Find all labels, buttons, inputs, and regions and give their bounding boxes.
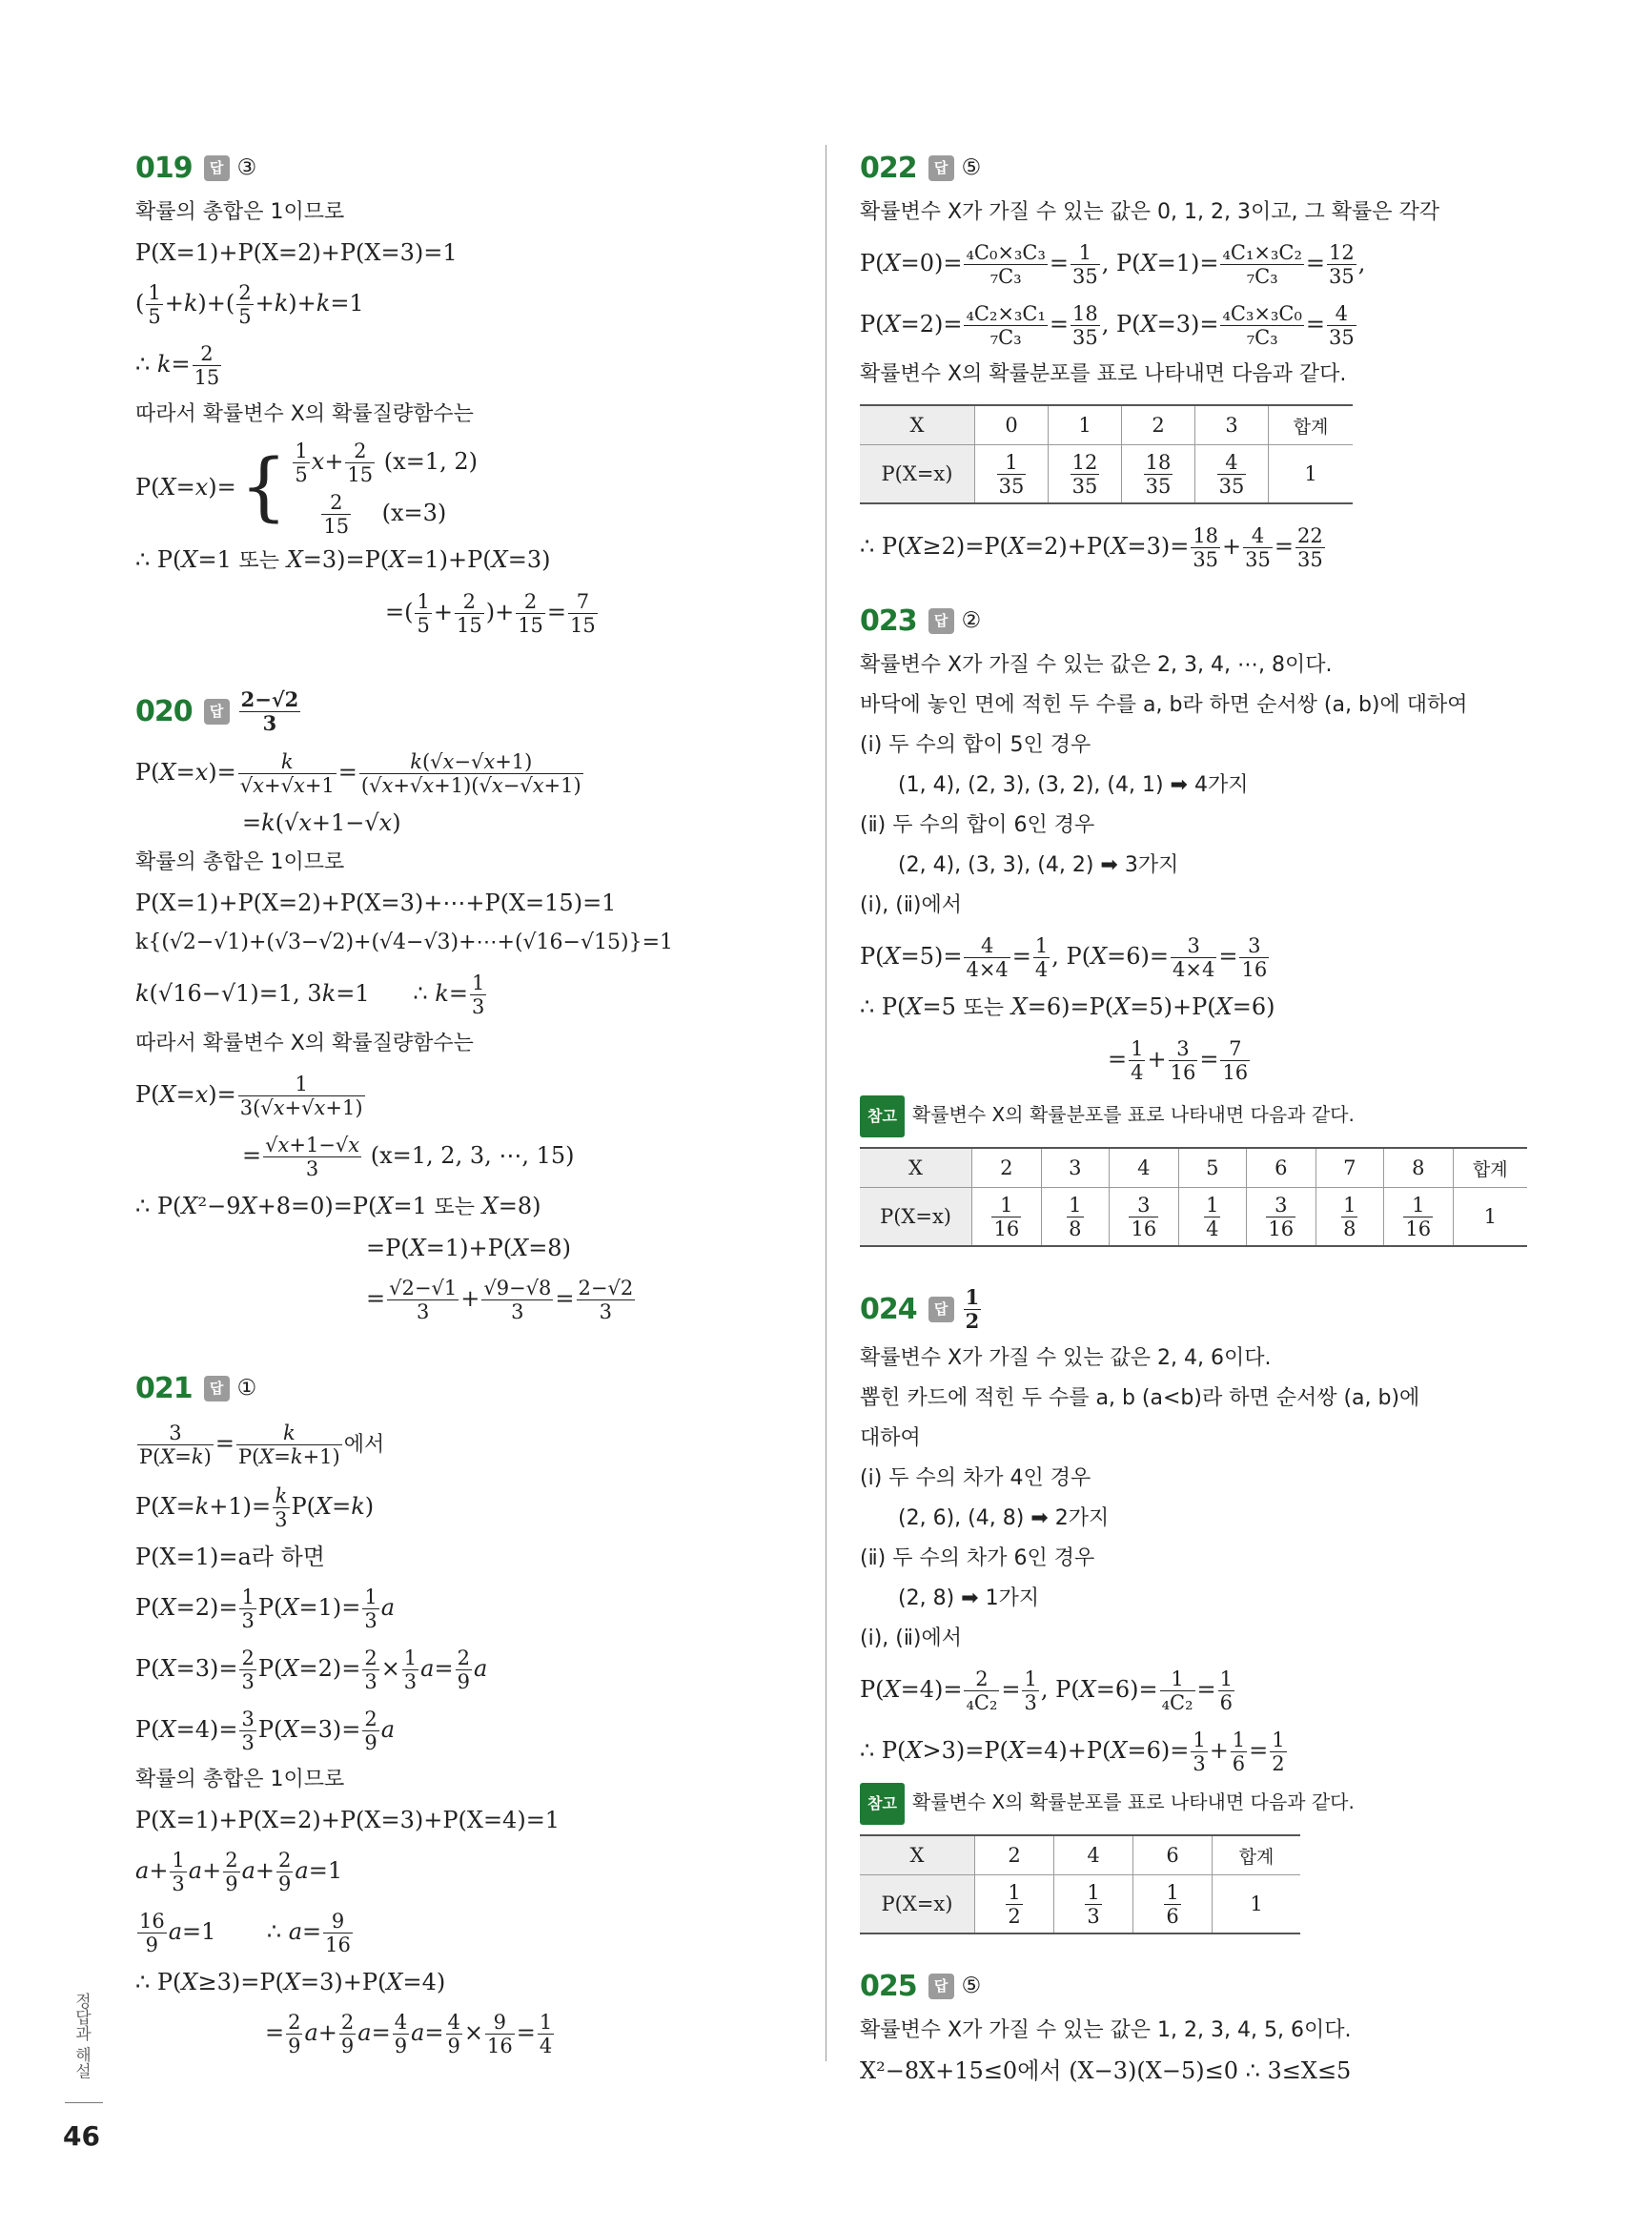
- note-line: [860, 1781, 1527, 1825]
- note-text: 확률변수 X의 확률분포를 표로 나타내면 다음과 같다.: [911, 1790, 1355, 1813]
- equation: P(X=1)+P(X=2)+P(X=3)+⋯+P(X=15)=1: [135, 890, 617, 916]
- equation: P(X=x)= $\frac{1}{3(√x+√x+1)}$: [135, 1073, 363, 1119]
- text-line: [135, 1537, 793, 1577]
- x-value: 1: [1049, 405, 1122, 445]
- prob-cell: $\frac{1}{6}$: [1133, 1875, 1213, 1934]
- answer: ②: [961, 608, 982, 633]
- x-value: 8: [1383, 1148, 1453, 1188]
- equation: P(X=2)= $\frac{\text{₄C₂×₃C₁}}{\text{₇C₃}}$ = $\frac{18}{35}$ , P(X=3)= $\frac{\text{₄C₃×₃C₀}}{\text{₇C₃}}$ = $\frac{4}{35}$: [860, 302, 1355, 349]
- equation: X²−8X+15≤0에서 (X−3)(X−5)≤0 ∴ 3≤X≤5: [860, 2057, 1352, 2084]
- equation: = $\frac{√x+1-√x}{3}$ (x=1, 2, 3, ⋯, 15): [242, 1134, 575, 1180]
- left-column: [135, 143, 793, 2063]
- equation: P(X=1)+P(X=2)+P(X=3)=1: [135, 239, 458, 266]
- prob-cell: $\frac{1}{2}$: [975, 1875, 1054, 1934]
- equation: P(X=5)= $\frac{4}{4\times 4}$ = $\frac{1}{4}$ , P(X=6)= $\frac{3}{4\times 4}$ = $\frac{3}{16}$: [860, 934, 1268, 981]
- equation: ( $\frac{1}{5}$ +k)+( $\frac{2}{5}$ +k)+k=1: [135, 281, 364, 328]
- text-line: 확률의 총합은 1이므로: [135, 1768, 345, 1791]
- equation: a+ $\frac{1}{3}$ a+ $\frac{2}{9}$ a+ $\frac{2}{9}$ a=1: [135, 1849, 343, 1895]
- pmf-definition: P(X=x)= { $\frac{1}{5}$ x+ $\frac{2}{15}$ (x=1, 2) $\frac{2}{15}$ (x=3): [135, 440, 478, 538]
- right-column: [860, 143, 1527, 2091]
- case-range: (x=3): [381, 500, 447, 526]
- equation: k(√16−√1)=1, 3k=1 ∴ k= $\frac{1}{3}$: [135, 972, 485, 1018]
- answer-badge: 답: [928, 608, 954, 634]
- problem-023: [860, 596, 1527, 1247]
- x-value: 3: [1195, 405, 1269, 445]
- equation: P(X=4)= $\frac{2}{\text{₄C₂}}$ = $\frac{1}{3}$ , P(X=6)= $\frac{1}{\text{₄C₂}}$ = $\frac{1}{6}$: [860, 1667, 1233, 1714]
- case-title: (ⅰ) 두 수의 차가 4인 경우: [860, 1466, 1091, 1490]
- problem-number: 021: [135, 1371, 193, 1405]
- x-value: 4: [1054, 1835, 1133, 1875]
- prob-cell: $\frac{3}{16}$: [1110, 1188, 1179, 1247]
- header-p: P(X=x): [860, 445, 975, 504]
- problem-022: [860, 143, 1527, 577]
- prob-cell: $\frac{12}{35}$: [1049, 445, 1122, 504]
- text-line: 확률변수 X가 가질 수 있는 값은 2, 4, 6이다.: [860, 1346, 1272, 1370]
- text-line: (ⅰ), (ⅱ)에서: [860, 1626, 963, 1650]
- problem-019: [135, 143, 793, 643]
- prob-cell: $\frac{3}{16}$: [1247, 1188, 1316, 1247]
- text-line: 확률의 총합은 1이므로: [135, 850, 345, 874]
- answer-denominator: 2: [965, 1308, 980, 1333]
- text-line: 확률변수 X가 가질 수 있는 값은 1, 2, 3, 4, 5, 6이다.: [860, 2018, 1352, 2042]
- text-line: 바닥에 놓인 면에 적힌 두 수를 a, b라 하면 순서쌍 (a, b)에 대하여: [860, 693, 1468, 717]
- note-line: [860, 1094, 1527, 1137]
- prob-cell: $\frac{1}{4}$: [1178, 1188, 1246, 1247]
- header-p: P(X=x): [860, 1875, 975, 1934]
- answer: ①: [236, 1376, 257, 1401]
- equation: P(X=x)= $\frac{k}{√x+√x+1}$ = $\frac{k(√x-√x+1)}{(√x+√x+1)(√x-√x+1)}$: [135, 750, 581, 797]
- header-sum: 합계: [1453, 1148, 1527, 1188]
- sum-cell: 1: [1213, 1875, 1301, 1934]
- note-badge: 참고: [860, 1783, 905, 1825]
- answer-numerator: 1: [965, 1284, 980, 1309]
- answer: ⑤: [961, 1974, 982, 1998]
- equation: ∴ P(X≥3)=P(X=3)+P(X=4): [135, 1969, 446, 1995]
- distribution-table: [860, 404, 1353, 504]
- page-number: 46: [63, 2120, 100, 2152]
- prob-cell: $\frac{4}{35}$: [1195, 445, 1269, 504]
- text-line: 따라서 확률변수 X의 확률질량함수는: [135, 1032, 474, 1055]
- answer: ③: [236, 155, 257, 180]
- equation: P(X=1)+P(X=2)+P(X=3)+P(X=4)=1: [135, 1807, 561, 1833]
- equation: ∴ P(X≥2)=P(X=2)+P(X=3)= $\frac{18}{35}$ + $\frac{4}{35}$ = $\frac{22}{35}$: [860, 524, 1323, 571]
- x-value: 6: [1133, 1835, 1213, 1875]
- note-badge: 참고: [860, 1095, 905, 1137]
- text-line-content: P(X=1)=a라 하면: [135, 1544, 325, 1570]
- equation: ∴ P(X=5 또는 X=6)=P(X=5)+P(X=6): [860, 993, 1275, 1020]
- equation: =k(√x+1−√x): [242, 809, 401, 836]
- equation: = $\frac{√2-√1}{3}$ + $\frac{√9-√8}{3}$ = $\frac{2-√2}{3}$: [366, 1277, 634, 1323]
- side-section-label: 정답과 해설: [71, 1993, 91, 2079]
- x-value: 5: [1178, 1148, 1246, 1188]
- problem-025: [860, 1961, 1527, 2091]
- equation: ∴ P(X>3)=P(X=4)+P(X=6)= $\frac{1}{3}$ + $\frac{1}{6}$ = $\frac{1}{2}$: [860, 1729, 1285, 1775]
- prob-cell: $\frac{1}{35}$: [975, 445, 1049, 504]
- header-x: X: [860, 1148, 972, 1188]
- answer: ⑤: [961, 155, 982, 180]
- case-values: (1, 4), (2, 3), (3, 2), (4, 1) ➡ 4가지: [898, 773, 1249, 797]
- answer-badge: 답: [204, 1376, 230, 1401]
- equation: =P(X=1)+P(X=8): [366, 1235, 571, 1261]
- x-value: 4: [1110, 1148, 1179, 1188]
- problem-number: 025: [860, 1969, 917, 2003]
- equation: P(X=0)= $\frac{\text{₄C₀×₃C₃}}{\text{₇C₃}}$ = $\frac{1}{35}$ , P(X=1)= $\frac{\text{₄C₁×₃C₂}}{\text{₇C₃}}$ = $\frac{12}{35}$ ,: [860, 241, 1366, 288]
- case-values: (2, 4), (3, 3), (4, 2) ➡ 3가지: [898, 853, 1179, 877]
- answer-badge: 답: [204, 155, 230, 181]
- problem-number: 024: [860, 1292, 917, 1326]
- answer-numerator: 2−√2: [240, 686, 299, 711]
- equation: ∴ k= $\frac{2}{15}$: [135, 342, 220, 389]
- equation: =( $\frac{1}{5}$ + $\frac{2}{15}$ )+ $\frac{2}{15}$ = $\frac{7}{15}$: [385, 590, 596, 637]
- equation: P(X=4)= $\frac{3}{3}$ P(X=3)= $\frac{2}{9}$ a: [135, 1708, 395, 1754]
- x-value: 2: [1122, 405, 1195, 445]
- problem-number: 020: [135, 694, 193, 728]
- header-p: P(X=x): [860, 1188, 972, 1247]
- note-text: 확률변수 X의 확률분포를 표로 나타내면 다음과 같다.: [911, 1103, 1355, 1126]
- x-value: 3: [1041, 1148, 1109, 1188]
- prob-cell: $\frac{1}{8}$: [1041, 1188, 1109, 1247]
- case-values: (2, 8) ➡ 1가지: [898, 1586, 1040, 1610]
- equation: P(X=k+1)= $\frac{k}{3}$ P(X=k): [135, 1484, 375, 1531]
- header-x: X: [860, 1835, 975, 1875]
- text-line: 확률변수 X가 가질 수 있는 값은 2, 3, 4, ⋯, 8이다.: [860, 653, 1333, 677]
- prob-cell: $\frac{1}{8}$: [1315, 1188, 1383, 1247]
- equation: = $\frac{1}{4}$ + $\frac{3}{16}$ = $\frac{7}{16}$: [1108, 1037, 1249, 1084]
- case-title: (ⅰ) 두 수의 합이 5인 경우: [860, 733, 1091, 757]
- header-x: X: [860, 405, 975, 445]
- prob-cell: $\frac{1}{16}$: [972, 1188, 1042, 1247]
- text-line: 따라서 확률변수 X의 확률질량함수는: [135, 402, 474, 426]
- answer-badge: 답: [204, 699, 230, 725]
- x-value: 0: [975, 405, 1049, 445]
- problem-024: [860, 1279, 1527, 1934]
- text-line: 확률변수 X가 가질 수 있는 값은 0, 1, 2, 3이고, 그 확률은 각각: [860, 200, 1439, 224]
- problem-number: 022: [860, 151, 917, 185]
- equation: $\frac{16}{9}$ a=1 ∴ a= $\frac{9}{16}$: [139, 1910, 351, 1956]
- equation: ∴ P(X²−9X+8=0)=P(X=1 또는 X=8): [135, 1193, 541, 1219]
- problem-number: 019: [135, 151, 193, 185]
- page-number-rule: [65, 2102, 103, 2103]
- case-values: (2, 6), (4, 8) ➡ 2가지: [898, 1506, 1110, 1530]
- distribution-table: [860, 1834, 1300, 1934]
- problem-020: [135, 681, 793, 1329]
- sum-cell: 1: [1453, 1188, 1527, 1247]
- equation: ∴ P(X=1 또는 X=3)=P(X=1)+P(X=3): [135, 546, 551, 573]
- answer-badge: 답: [928, 1297, 954, 1322]
- header-sum: 합계: [1269, 405, 1354, 445]
- text-line: 뽑힌 카드에 적힌 두 수를 a, b (a<b)라 하면 순서쌍 (a, b)에: [860, 1386, 1420, 1410]
- equation: k{(√2−√1)+(√3−√2)+(√4−√3)+⋯+(√16−√15)}=1: [135, 931, 674, 954]
- answer-badge: 답: [928, 1974, 954, 1999]
- equation: $\frac{3}{P(X=k)}$ = $\frac{k}{P(X=k+1)}$ 에서: [139, 1422, 385, 1468]
- x-value: 2: [972, 1148, 1042, 1188]
- sum-cell: 1: [1269, 445, 1354, 504]
- answer-denominator: 3: [262, 710, 277, 735]
- text-line: 확률변수 X의 확률분포를 표로 나타내면 다음과 같다.: [860, 362, 1347, 386]
- problem-number: 023: [860, 604, 917, 638]
- x-value: 6: [1247, 1148, 1316, 1188]
- text-line: (ⅰ), (ⅱ)에서: [860, 893, 963, 917]
- prob-cell: $\frac{1}{16}$: [1383, 1188, 1453, 1247]
- prob-cell: $\frac{1}{3}$: [1054, 1875, 1133, 1934]
- equation: P(X=3)= $\frac{2}{3}$ P(X=2)= $\frac{2}{3}$ × $\frac{1}{3}$ a= $\frac{2}{9}$ a: [135, 1647, 488, 1693]
- text-line: 확률의 총합은 1이므로: [135, 200, 345, 224]
- prob-cell: $\frac{18}{35}$: [1122, 445, 1195, 504]
- case-range: (x=1, 2): [383, 448, 478, 475]
- x-value: 2: [975, 1835, 1054, 1875]
- problem-021: [135, 1363, 793, 2063]
- equation: P(X=2)= $\frac{1}{3}$ P(X=1)= $\frac{1}{3}$ a: [135, 1586, 395, 1632]
- header-sum: 합계: [1213, 1835, 1301, 1875]
- range: (x=1, 2, 3, ⋯, 15): [370, 1142, 575, 1169]
- answer-badge: 답: [928, 155, 954, 181]
- x-value: 7: [1315, 1148, 1383, 1188]
- text-line: 대하여: [860, 1426, 921, 1450]
- case-title: (ⅱ) 두 수의 합이 6인 경우: [860, 813, 1095, 837]
- case-title: (ⅱ) 두 수의 차가 6인 경우: [860, 1546, 1095, 1570]
- equation: = $\frac{2}{9}$ a+ $\frac{2}{9}$ a= $\frac{4}{9}$ a= $\frac{4}{9}$ × $\frac{9}{16}$ = $\frac{1}{4}$: [265, 2011, 553, 2057]
- distribution-table: [860, 1147, 1527, 1247]
